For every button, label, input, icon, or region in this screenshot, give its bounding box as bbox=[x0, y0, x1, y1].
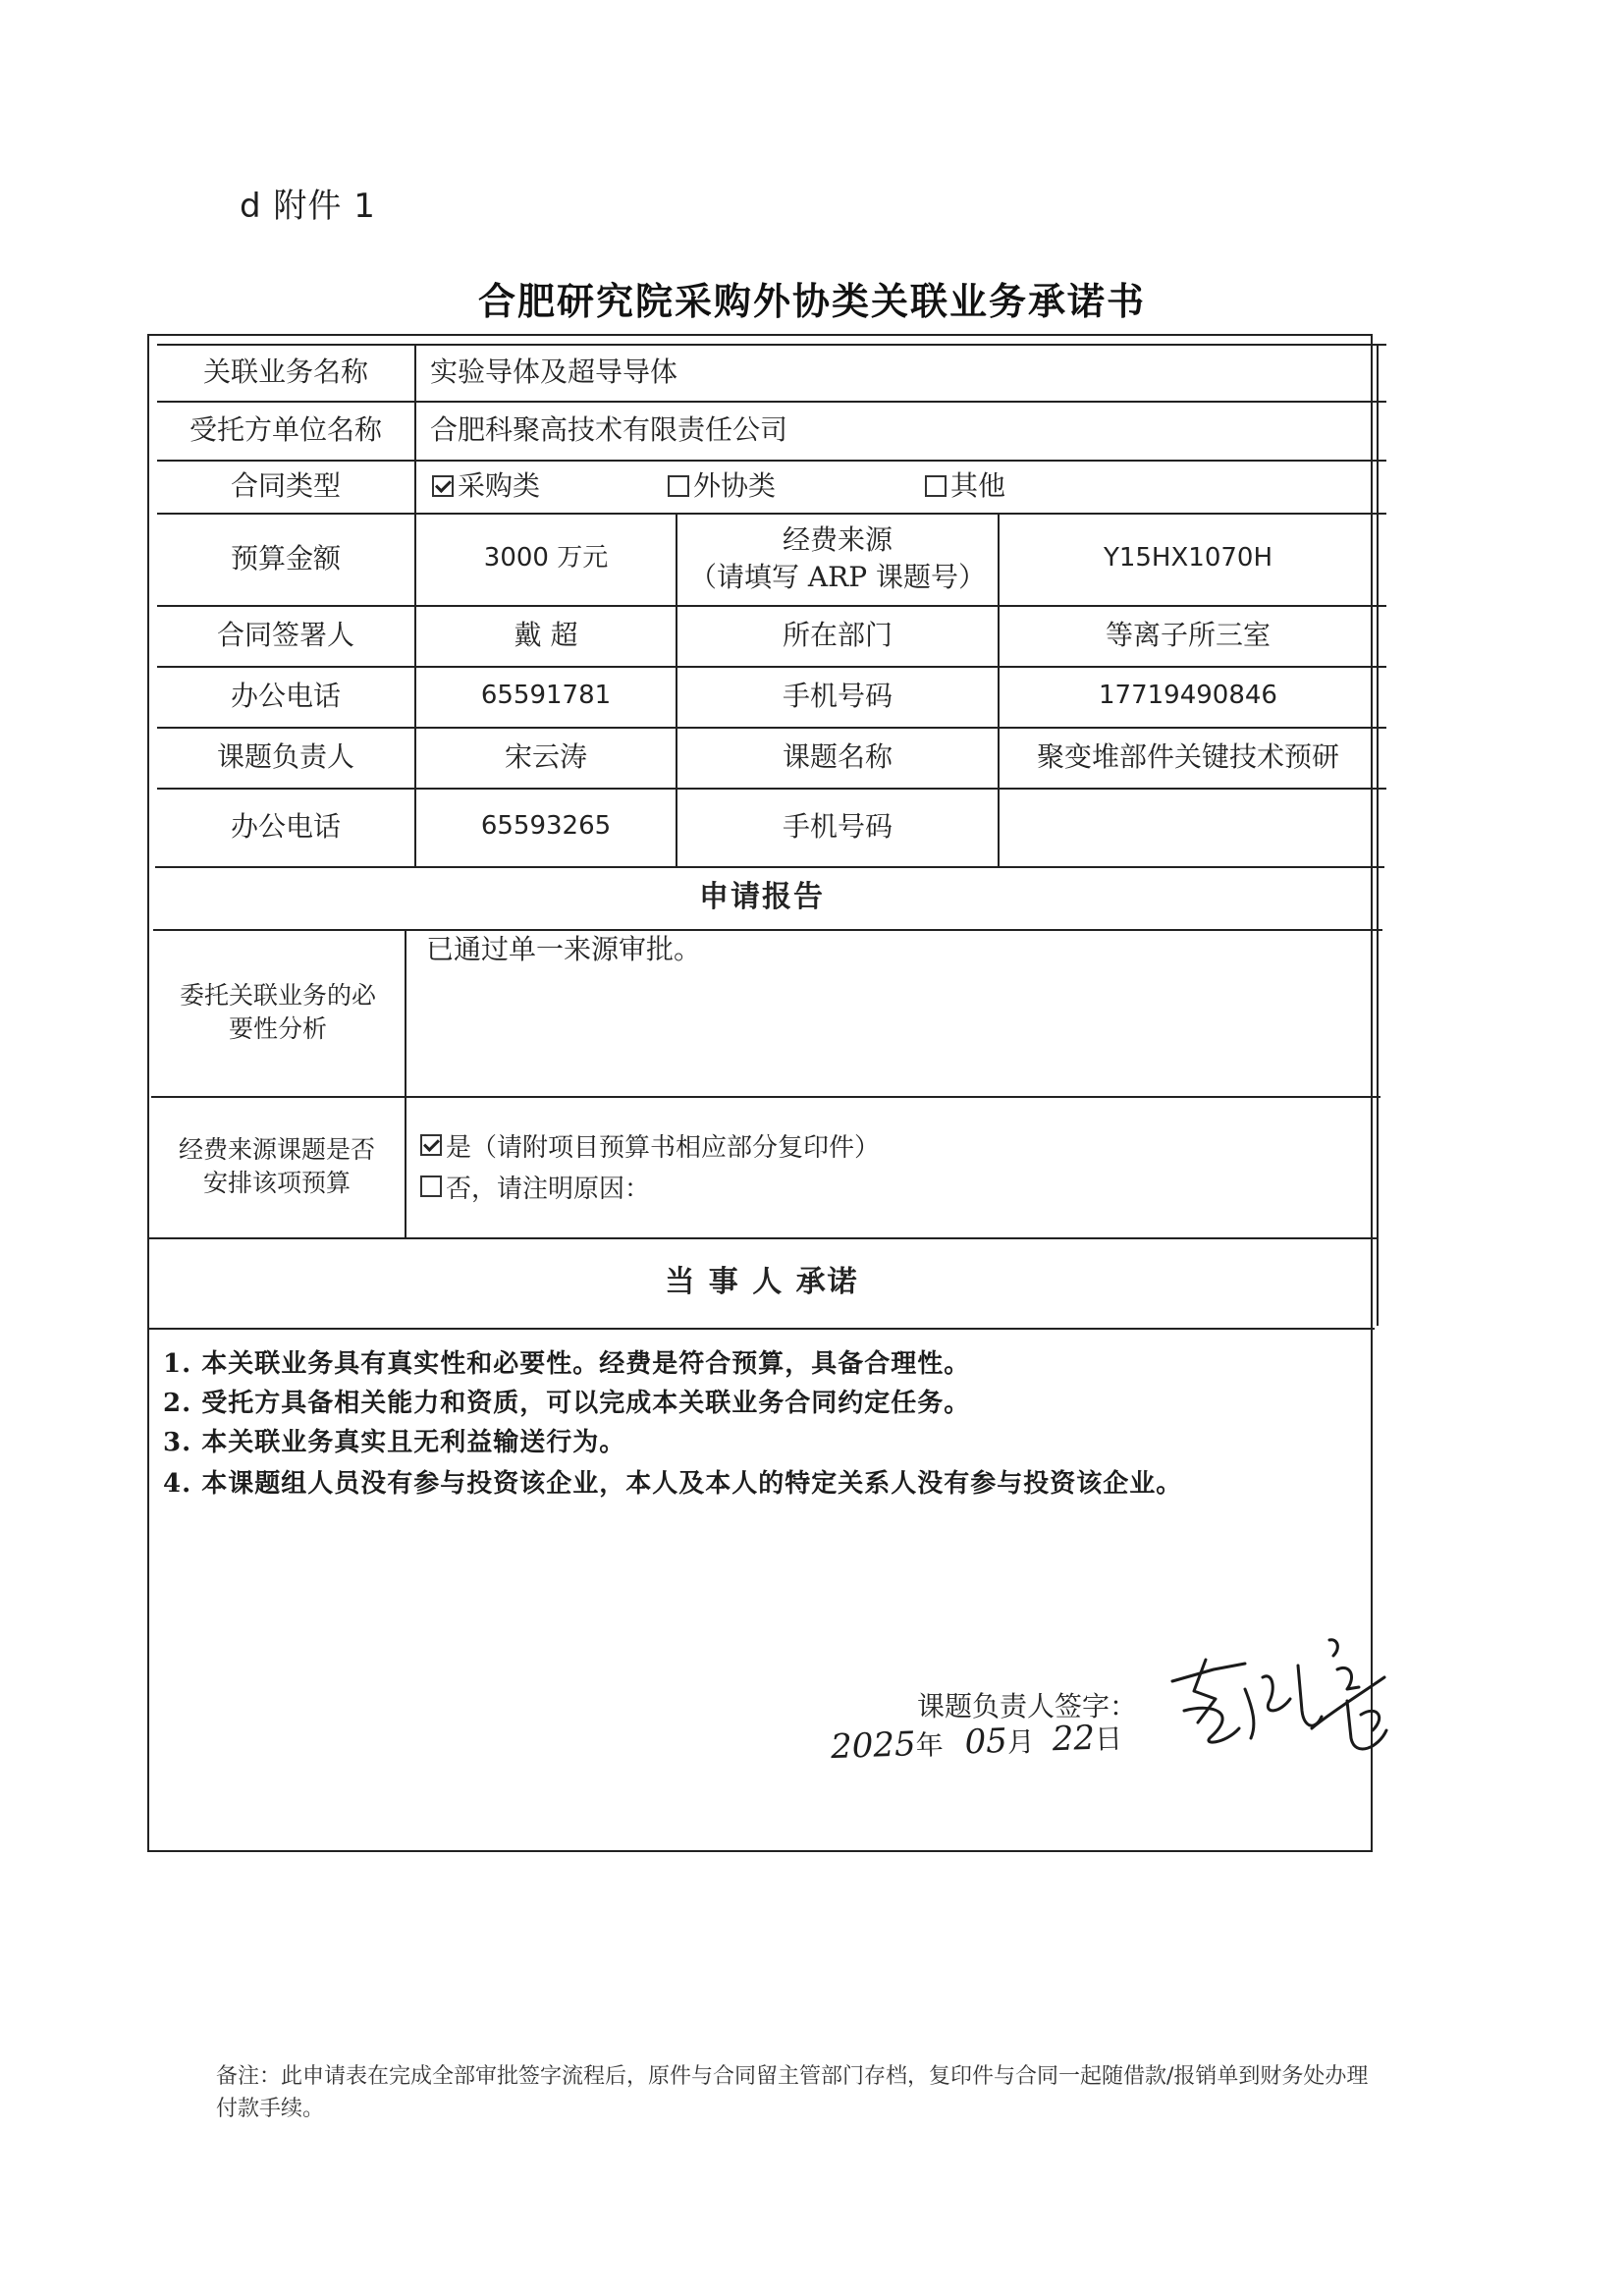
checkbox-checked-icon[interactable] bbox=[420, 1134, 442, 1156]
funding-source-label: 经费来源 （请填写 ARP 课题号） bbox=[689, 523, 986, 593]
checkbox-checked-icon[interactable] bbox=[432, 475, 454, 497]
date-year: 2025 bbox=[830, 1724, 917, 1768]
application-report-heading: 申请报告 bbox=[699, 879, 825, 914]
date-day: 22 bbox=[1052, 1718, 1096, 1760]
project-lead-label: 课题负责人 bbox=[216, 740, 354, 774]
necessity-value[interactable]: 已通过单一来源审批。 bbox=[426, 933, 702, 965]
attachment-label: d 附件 1 bbox=[240, 187, 376, 226]
project-lead-value[interactable]: 宋云涛 bbox=[504, 740, 587, 774]
contract-type-options bbox=[416, 460, 1377, 513]
footnote: 备注：此申请表在完成全部审批签字流程后，原件与合同留主管部门存档，复印件与合同一起随借款/报销单到财务处办理付款手续。 bbox=[216, 2064, 1369, 2121]
contract-type-other[interactable]: 其他 bbox=[925, 467, 1005, 505]
signer-value[interactable]: 戴 超 bbox=[514, 619, 578, 652]
mobile-value[interactable] bbox=[1000, 788, 1377, 866]
necessity-label: 委托关联业务的必 要性分析 bbox=[179, 981, 376, 1043]
budget-arranged-yes[interactable]: 是（请附项目预算书相应部分复印件） bbox=[420, 1125, 1363, 1165]
trustee-label: 受托方单位名称 bbox=[189, 413, 382, 447]
funding-source-value[interactable]: Y15HX1070H bbox=[1103, 543, 1273, 574]
mobile-label: 手机号码 bbox=[782, 810, 893, 844]
signer-label: 合同签署人 bbox=[216, 619, 354, 652]
signature-drawing bbox=[1155, 1620, 1410, 1768]
mobile-label: 手机号码 bbox=[782, 680, 893, 713]
commitment-item: 3. 本关联业务真实且无利益输送行为。 bbox=[163, 1428, 626, 1457]
signature-label: 课题负责人签字： bbox=[917, 1690, 1138, 1722]
commitment-heading: 当 事 人 承诺 bbox=[665, 1264, 859, 1299]
office-phone-label: 办公电话 bbox=[230, 810, 341, 844]
checkbox-empty-icon[interactable] bbox=[668, 475, 689, 497]
budget-arranged-label: 经费来源课题是否 安排该项预算 bbox=[178, 1135, 375, 1197]
budget-value[interactable]: 3000 万元 bbox=[483, 543, 609, 574]
trustee-value[interactable]: 合肥科聚高技术有限责任公司 bbox=[430, 413, 788, 447]
budget-arranged-options bbox=[420, 1125, 1363, 1208]
department-value[interactable]: 等离子所三室 bbox=[1105, 619, 1271, 652]
budget-arranged-no[interactable]: 否，请注明原因： bbox=[420, 1165, 1363, 1208]
mobile-value[interactable]: 17719490846 bbox=[1099, 681, 1277, 711]
business-name-value[interactable]: 实验导体及超导导体 bbox=[430, 355, 678, 389]
checkbox-empty-icon[interactable] bbox=[925, 475, 947, 497]
page-title: 合肥研究院采购外协类关联业务承诺书 bbox=[477, 280, 1146, 323]
project-name-value[interactable]: 聚变堆部件关键技术预研 bbox=[1036, 740, 1339, 774]
commitment-item: 2. 受托方具备相关能力和资质，可以完成本关联业务合同约定任务。 bbox=[163, 1389, 971, 1418]
commitment-item: 1. 本关联业务具有真实性和必要性。经费是符合预算，具备合理性。 bbox=[163, 1349, 971, 1379]
contract-type-label: 合同类型 bbox=[230, 469, 341, 503]
budget-label: 预算金额 bbox=[230, 542, 341, 575]
commitment-item: 4. 本课题组人员没有参与投资该企业，本人及本人的特定关系人没有参与投资该企业。 bbox=[163, 1469, 1183, 1499]
department-label: 所在部门 bbox=[782, 619, 893, 652]
office-phone-value[interactable]: 65593265 bbox=[480, 811, 612, 842]
date-month: 05 bbox=[963, 1721, 1008, 1763]
signature-date: 2025 年 05 月 22 日 bbox=[830, 1718, 1123, 1768]
office-phone-label: 办公电话 bbox=[230, 680, 341, 713]
business-name-label: 关联业务名称 bbox=[202, 355, 368, 389]
checkbox-empty-icon[interactable] bbox=[420, 1175, 442, 1197]
office-phone-value[interactable]: 65591781 bbox=[480, 681, 612, 711]
contract-type-purchase[interactable]: 采购类 bbox=[432, 467, 668, 505]
project-name-label: 课题名称 bbox=[782, 740, 893, 774]
contract-type-outsource[interactable]: 外协类 bbox=[668, 467, 925, 505]
